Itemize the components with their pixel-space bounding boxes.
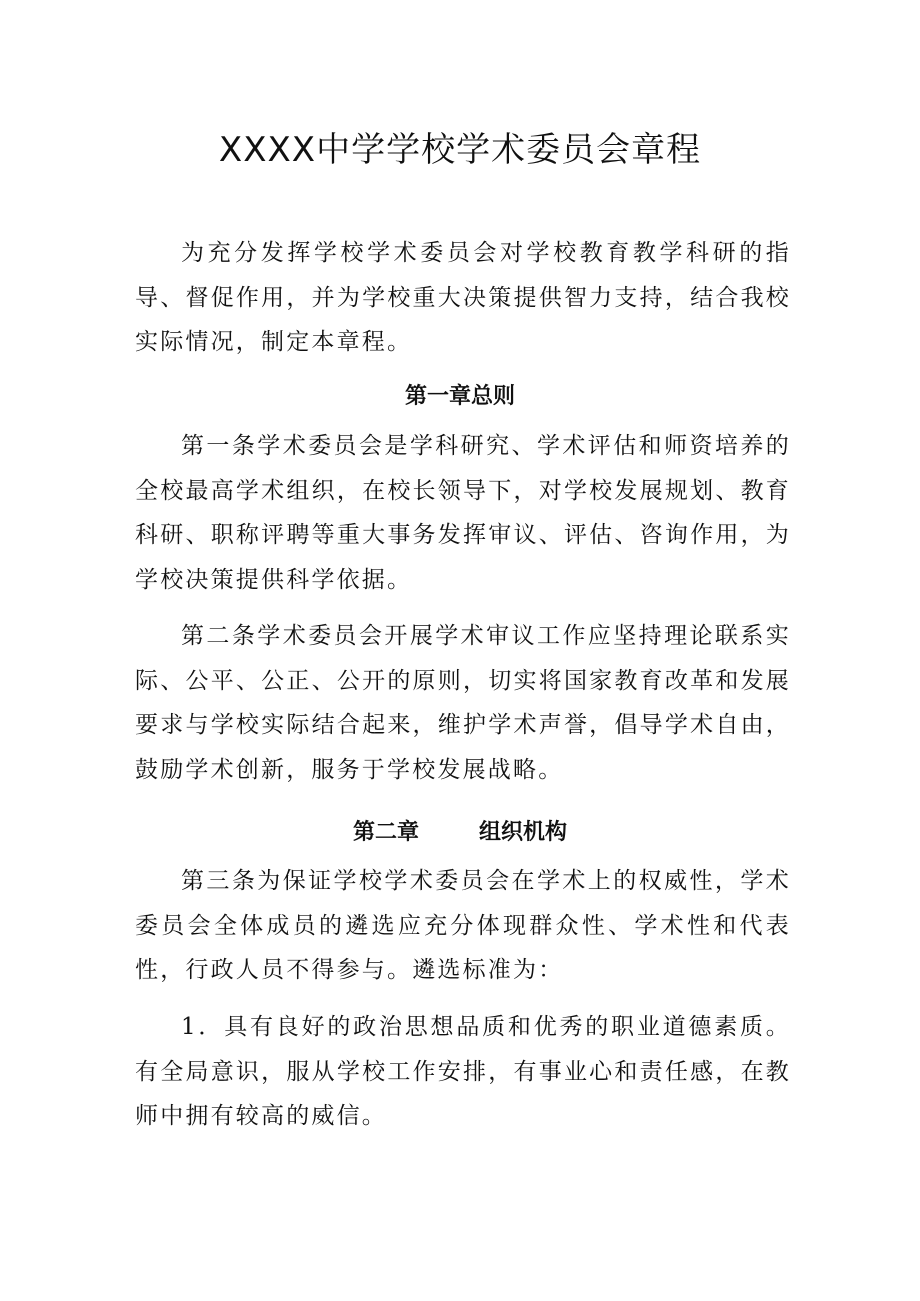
criteria-item-1: 1．具有良好的政治思想品质和优秀的职业道德素质。有全局意识，服从学校工作安排，有事业心和责任感，在教师中拥有较高的威信。 [135, 1014, 791, 1129]
article-3-paragraph: 第三条为保证学校学术委员会在学术上的权威性，学术委员会全体成员的遴选应充分体现群众性、学术性和代表性，行政人员不得参与。遴选标准为： [135, 868, 791, 983]
chapter-2-heading [0, 813, 920, 853]
chapter-2-title: 组织机构 [479, 820, 568, 845]
intro-paragraph: 为充分发挥学校学术委员会对学校教育教学科研的指导、督促作用，并为学校重大决策提供智力支持，结合我校实际情况，制定本章程。 [135, 240, 791, 355]
article-2-paragraph: 第二条学术委员会开展学术审议工作应坚持理论联系实际、公平、公正、公开的原则，切实将国家教育改革和发展要求与学校实际结合起来，维护学术声誉，倡导学术自由，鼓励学术创新，服务于学校发展战略。 [135, 623, 791, 783]
chapter-2-number: 第二章 [352, 820, 419, 845]
document-title: XXXX中学学校学术委员会章程 [218, 130, 702, 170]
chapter-1-heading: 第一章总则 [404, 384, 515, 409]
article-1-paragraph: 第一条学术委员会是学科研究、学术评估和师资培养的全校最高学术组织，在校长领导下，对学校发展规划、教育科研、职称评聘等重大事务发挥审议、评估、咨询作用，为学校决策提供科学依据。 [135, 433, 791, 593]
